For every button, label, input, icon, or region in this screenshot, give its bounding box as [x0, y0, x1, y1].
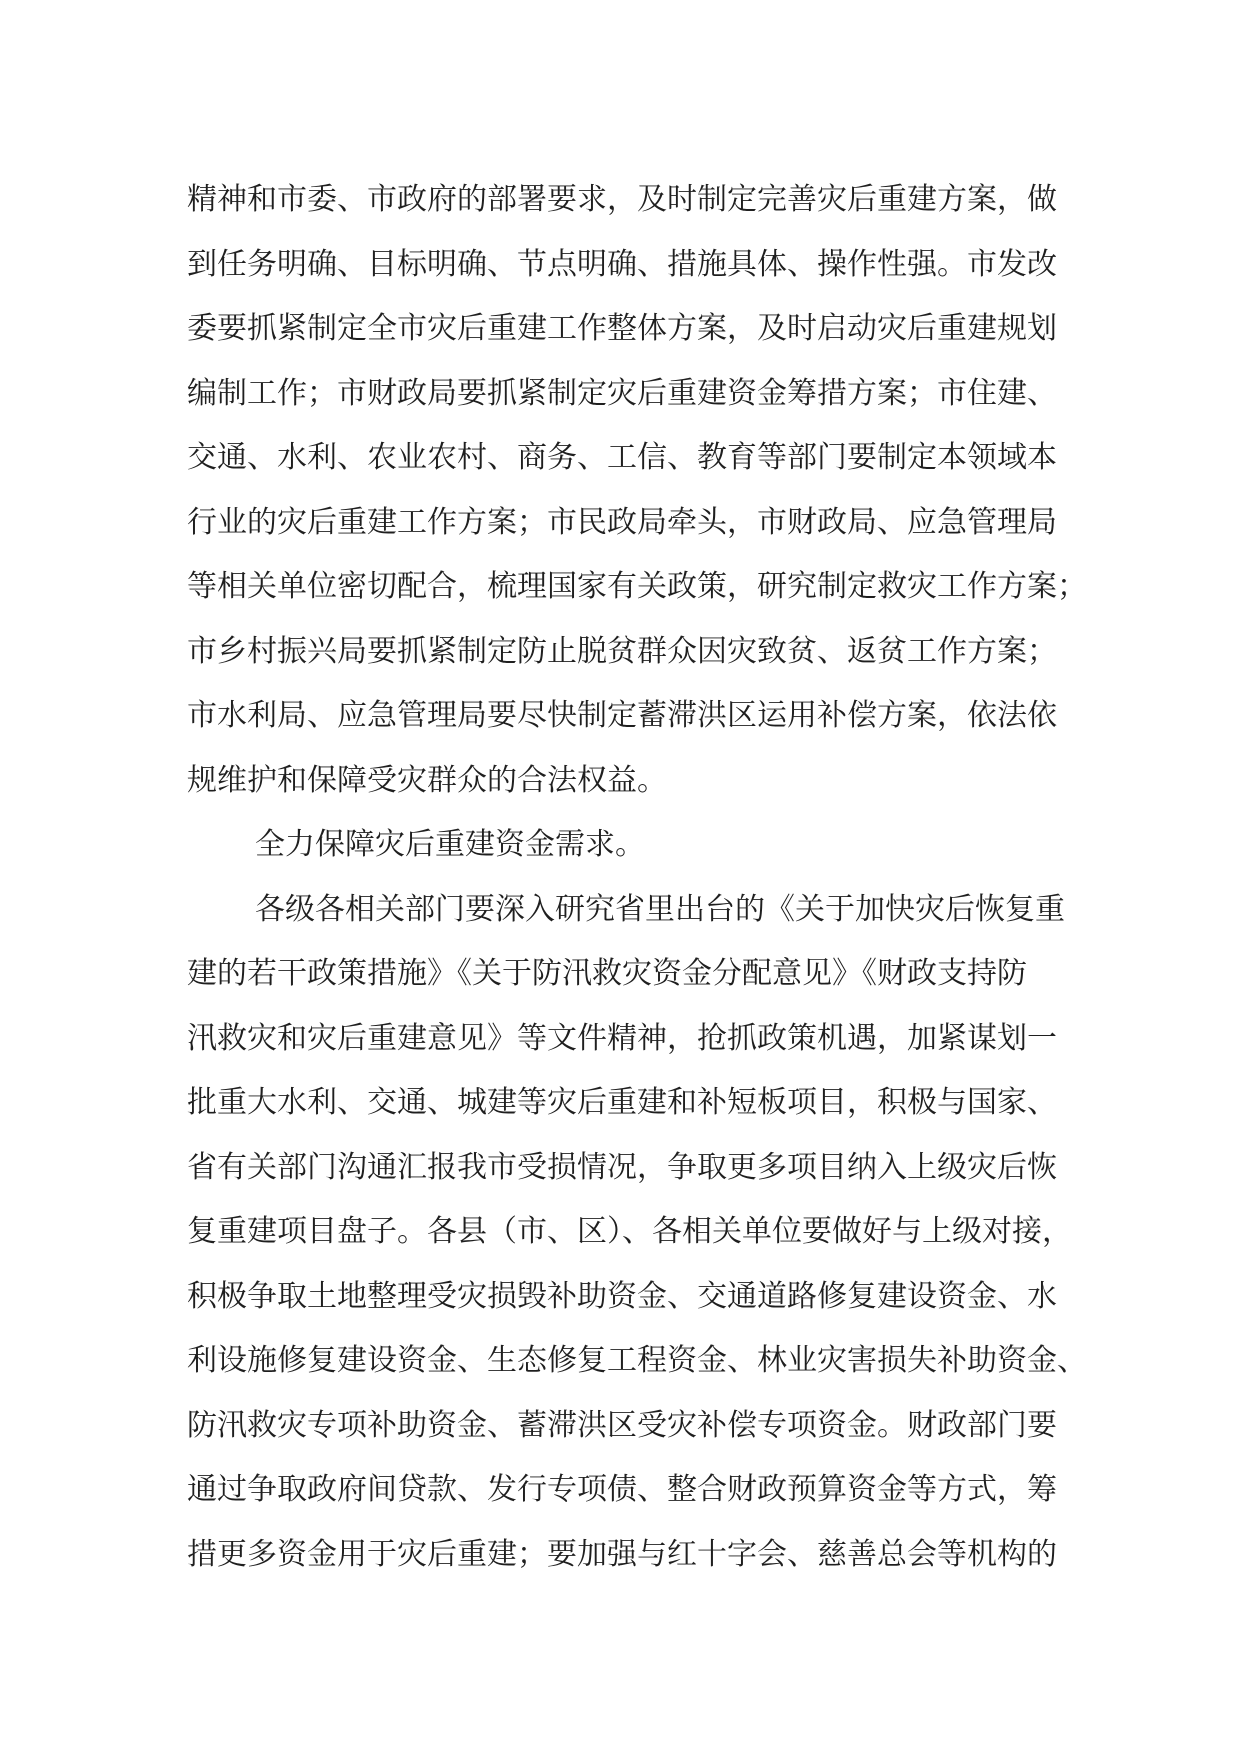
text-line: 建的若干政策措施》《关于防汛救灾资金分配意见》《财政支持防: [187, 956, 1027, 991]
text-line: 市乡村振兴局要抓紧制定防止脱贫群众因灾致贫、返贫工作方案；: [187, 633, 1057, 669]
section-heading: [187, 813, 1067, 878]
text-line: 市水利局、应急管理局要尽快制定蓄滞洪区运用补偿方案，依法依: [187, 698, 1057, 733]
text-line: 防汛救灾专项补助资金、蓄滞洪区受灾补偿专项资金。财政部门要: [187, 1407, 1057, 1443]
body-text: [187, 168, 1087, 1587]
text-line: 利设施修复建设资金、生态修复工程资金、林业灾害损失补助资金、: [187, 1343, 1087, 1378]
paragraph-1: [187, 168, 1087, 813]
text-line: 交通、水利、农业农村、商务、工信、教育等部门要制定本领域本: [187, 440, 1057, 475]
text-line: 通过争取政府间贷款、发行专项债、整合财政预算资金等方式，筹: [187, 1472, 1057, 1507]
text-line: 各级各相关部门要深入研究省里出台的《关于加快灾后恢复重: [255, 891, 1065, 927]
text-line: 复重建项目盘子。各县（市、区）、各相关单位要做好与上级对接，: [187, 1214, 1072, 1249]
text-line: 委要抓紧制定全市灾后重建工作整体方案，及时启动灾后重建规划: [187, 311, 1057, 346]
text-line: 精神和市委、市政府的部署要求，及时制定完善灾后重建方案，做: [187, 182, 1057, 217]
text-line: 编制工作；市财政局要抓紧制定灾后重建资金筹措方案；市住建、: [187, 375, 1057, 411]
text-line: 规维护和保障受灾群众的合法权益。: [187, 762, 667, 798]
text-line: 措更多资金用于灾后重建；要加强与红十字会、慈善总会等机构的: [187, 1536, 1057, 1572]
text-line: 省有关部门沟通汇报我市受损情况，争取更多项目纳入上级灾后恢: [187, 1149, 1057, 1185]
paragraph-3: [187, 878, 1087, 1588]
text-line: 积极争取土地整理受灾损毁补助资金、交通道路修复建设资金、水: [187, 1278, 1057, 1314]
heading-line: 全力保障灾后重建资金需求。: [255, 827, 645, 862]
text-line: 到任务明确、目标明确、节点明确、措施具体、操作性强。市发改: [187, 246, 1057, 282]
text-line: 汛救灾和灾后重建意见》等文件精神，抢抓政策机遇，加紧谋划一: [187, 1020, 1057, 1056]
text-line: 等相关单位密切配合，梳理国家有关政策，研究制定救灾工作方案；: [187, 569, 1087, 604]
text-line: 批重大水利、交通、城建等灾后重建和补短板项目，积极与国家、: [187, 1085, 1057, 1120]
text-line: 行业的灾后重建工作方案；市民政局牵头，市财政局、应急管理局: [187, 504, 1057, 540]
